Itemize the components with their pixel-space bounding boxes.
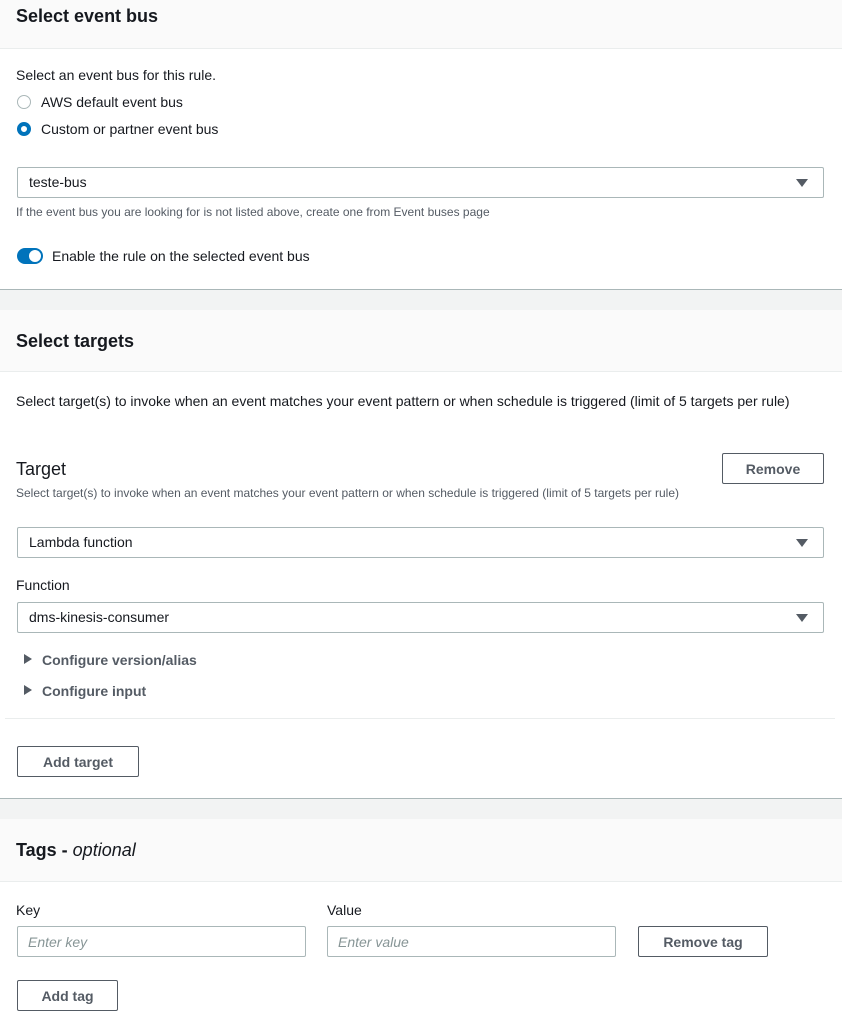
event-bus-select[interactable] xyxy=(17,167,824,198)
function-select[interactable] xyxy=(17,602,824,633)
caret-down-icon xyxy=(796,539,808,547)
tag-key-label: Key xyxy=(16,902,41,918)
enable-rule-toggle[interactable] xyxy=(17,248,43,264)
expand-triangle-icon xyxy=(24,654,32,664)
targets-description: Select target(s) to invoke when an event matches your event pattern or when schedule is triggered (limit of 5 targets per rule) xyxy=(16,393,790,409)
expand-triangle-icon xyxy=(24,685,32,695)
radio-default-bus-icon[interactable] xyxy=(17,95,31,109)
tags-header xyxy=(0,819,842,882)
target-type-value: Lambda function xyxy=(29,534,133,550)
remove-target-button[interactable]: Remove xyxy=(722,453,824,484)
caret-down-icon xyxy=(796,614,808,622)
radio-custom-bus-icon[interactable] xyxy=(17,122,31,136)
target-heading: Target xyxy=(16,459,67,479)
add-target-button[interactable]: Add target xyxy=(17,746,139,777)
target-type-select[interactable] xyxy=(17,527,824,558)
toggle-knob-icon xyxy=(29,250,41,262)
tag-value-input[interactable] xyxy=(327,926,616,957)
tag-key-input[interactable] xyxy=(17,926,306,957)
radio-default-bus-label[interactable]: AWS default event bus xyxy=(41,94,183,110)
radio-custom-bus-label[interactable]: Custom or partner event bus xyxy=(41,121,219,137)
targets-title: Select targets xyxy=(16,331,135,351)
function-value: dms-kinesis-consumer xyxy=(29,609,170,625)
targets-divider xyxy=(5,718,835,719)
configure-version-expander[interactable] xyxy=(24,652,197,668)
tag-value-label: Value xyxy=(327,902,362,918)
event-bus-description: Select an event bus for this rule. xyxy=(16,67,216,83)
remove-tag-button[interactable]: Remove tag xyxy=(638,926,768,957)
section-separator xyxy=(0,798,842,819)
event-bus-header xyxy=(0,0,842,49)
event-bus-title: Select event bus xyxy=(16,6,159,26)
tags-title-main: Tags - xyxy=(16,840,73,860)
configure-input-expander[interactable] xyxy=(24,683,146,699)
target-hint: Select target(s) to invoke when an event matches your event pattern or when schedule is triggered (limit of 5 targets per rule) xyxy=(16,486,679,500)
add-tag-button[interactable]: Add tag xyxy=(17,980,118,1011)
tags-title xyxy=(16,840,136,861)
section-separator xyxy=(0,289,842,310)
event-bus-select-value: teste-bus xyxy=(29,174,87,190)
function-label: Function xyxy=(16,577,70,593)
targets-header xyxy=(0,310,842,372)
enable-rule-label: Enable the rule on the selected event bus xyxy=(52,248,310,264)
tags-title-optional: optional xyxy=(72,840,136,860)
configure-version-label: Configure version/alias xyxy=(42,652,197,668)
event-bus-hint: If the event bus you are looking for is not listed above, create one from Event buses page xyxy=(16,205,490,219)
configure-input-label: Configure input xyxy=(42,683,147,699)
caret-down-icon xyxy=(796,179,808,187)
